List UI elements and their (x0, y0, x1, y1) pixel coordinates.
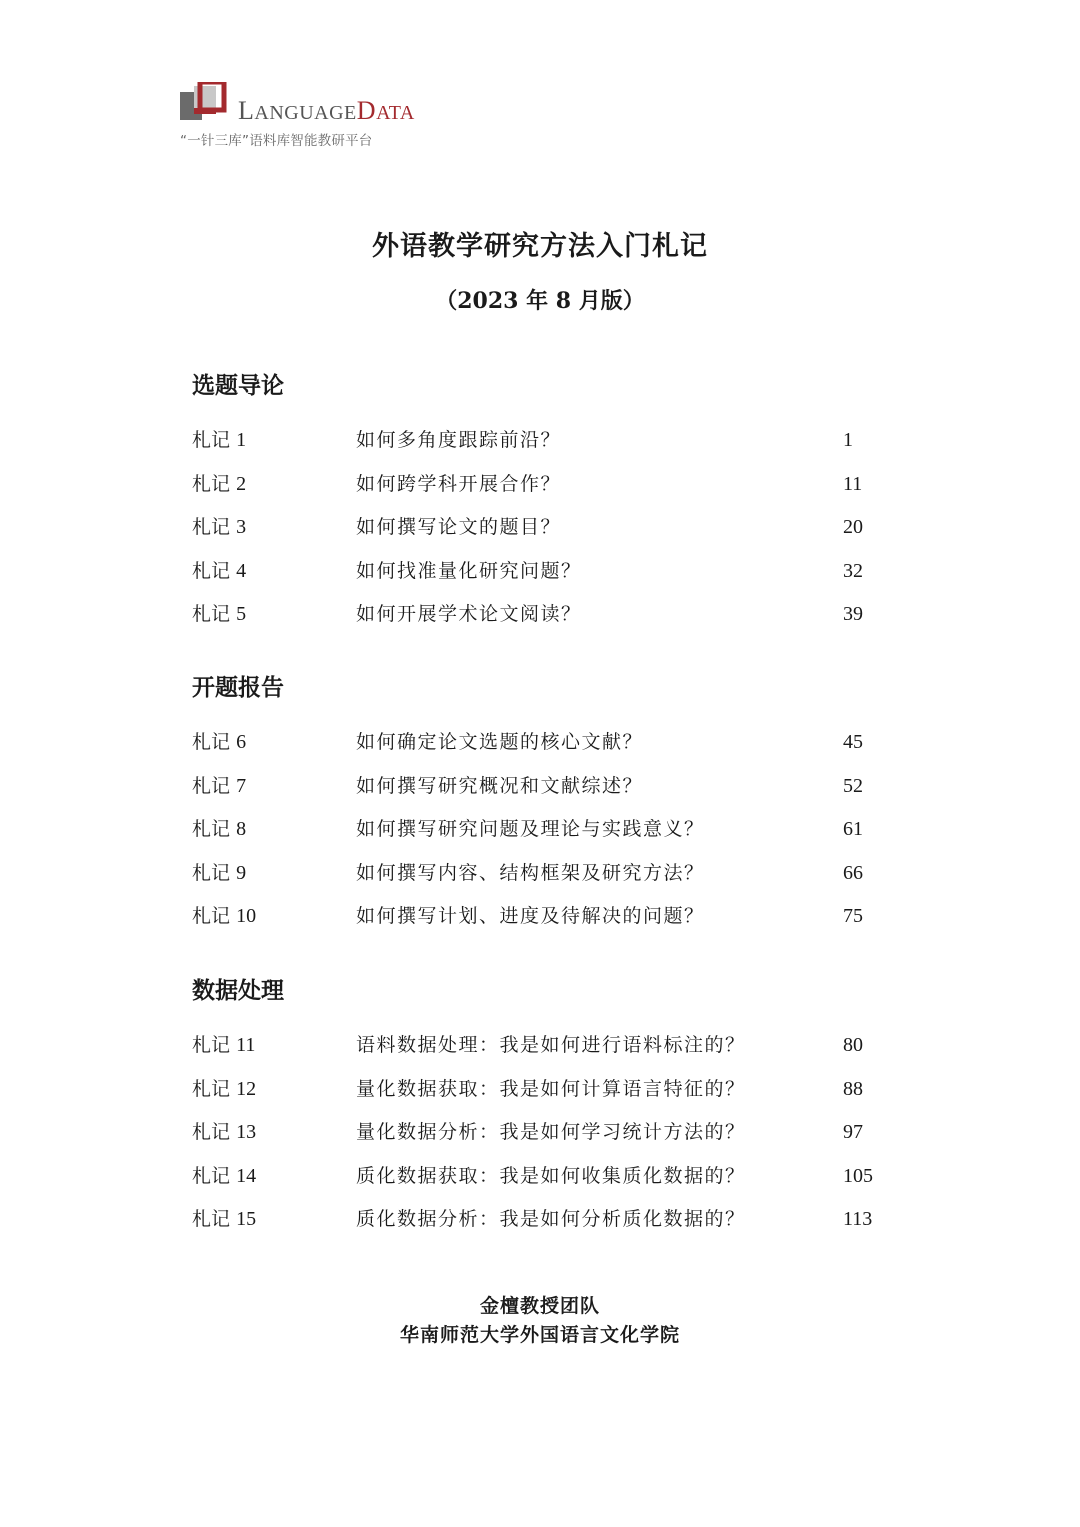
entry-label: 札记 9 (192, 861, 247, 884)
toc-entry[interactable] (192, 815, 892, 859)
entry-question: 质化数据分析：我是如何分析质化数据的？ (356, 1208, 746, 1230)
document-title: 外语教学研究方法入门札记 (372, 231, 708, 262)
entry-page-number: 113 (843, 1208, 873, 1230)
entry-page-number: 61 (843, 818, 863, 840)
entry-label: 札记 2 (192, 472, 247, 495)
entry-question: 量化数据获取：我是如何计算语言特征的？ (356, 1077, 746, 1100)
entry-label: 札记 6 (192, 731, 247, 753)
entry-question: 如何撰写论文的题目？ (356, 516, 562, 538)
logo-wordmark (238, 96, 415, 126)
entry-page-number: 11 (843, 472, 863, 495)
entry-label: 札记 15 (192, 1208, 257, 1230)
entry-question: 语料数据处理：我是如何进行语料标注的？ (356, 1034, 746, 1056)
language-data-logo-mark-icon (180, 82, 230, 122)
toc-entry[interactable] (192, 1075, 892, 1119)
author-affiliation: 华南师范大学外国语言文化学院 (399, 1324, 680, 1346)
toc-entry[interactable] (192, 728, 892, 772)
entry-label: 札记 3 (192, 516, 247, 538)
entry-question: 如何跨学科开展合作？ (356, 472, 562, 495)
entry-label: 札记 8 (192, 818, 247, 840)
logo-wordmark-anguage: ANGUAGE (254, 102, 357, 124)
toc-entry[interactable] (192, 426, 892, 470)
logo-mark-red-base (194, 108, 216, 114)
entry-page-number: 32 (843, 559, 863, 582)
entry-label: 札记 14 (192, 1164, 257, 1187)
entry-page-number: 75 (843, 905, 863, 927)
toc-entry[interactable] (192, 772, 892, 816)
entry-question: 如何多角度跟踪前沿？ (356, 429, 562, 451)
entry-question: 质化数据获取：我是如何收集质化数据的？ (356, 1164, 746, 1187)
entry-page-number: 80 (843, 1034, 863, 1056)
entry-question: 如何撰写内容、结构框架及研究方法？ (356, 861, 705, 884)
entry-label: 札记 11 (192, 1034, 256, 1056)
logo-wordmark-d: D (356, 96, 377, 125)
entry-question: 量化数据分析：我是如何学习统计方法的？ (356, 1121, 746, 1143)
entry-page-number: 45 (843, 731, 863, 753)
entry-question: 如何撰写研究概况和文献综述？ (356, 774, 644, 797)
entry-label: 札记 5 (192, 603, 247, 625)
entry-page-number: 39 (843, 603, 863, 625)
author-footer (0, 1292, 1080, 1350)
toc-entry[interactable] (192, 600, 892, 644)
toc-section-data-processing (192, 975, 892, 1249)
toc-entry[interactable] (192, 470, 892, 514)
logo-wordmark-l: L (238, 96, 255, 125)
entry-question: 如何撰写研究问题及理论与实践意义？ (356, 818, 705, 840)
toc-entry[interactable] (192, 902, 892, 946)
language-data-logo (180, 82, 440, 152)
toc-entry[interactable] (192, 1162, 892, 1206)
entry-page-number: 88 (843, 1077, 863, 1100)
entry-page-number: 97 (843, 1121, 863, 1143)
entry-question: 如何找准量化研究问题？ (356, 559, 582, 582)
author-team: 金檀教授团队 (479, 1295, 600, 1317)
toc-section-topic-selection (192, 370, 892, 644)
section-heading: 选题导论 (192, 373, 284, 399)
entry-page-number: 20 (843, 516, 863, 538)
entry-page-number: 52 (843, 774, 863, 797)
toc-entry[interactable] (192, 859, 892, 903)
toc-entry[interactable] (192, 1205, 892, 1249)
entry-label: 札记 13 (192, 1121, 257, 1143)
section-heading: 开题报告 (192, 675, 284, 701)
entry-label: 札记 12 (192, 1077, 257, 1100)
section-heading: 数据处理 (192, 978, 284, 1004)
entry-label: 札记 4 (192, 559, 247, 582)
entry-label: 札记 10 (192, 905, 257, 927)
entry-question: 如何确定论文选题的核心文献？ (356, 731, 644, 753)
toc-entry[interactable] (192, 557, 892, 601)
entry-page-number: 1 (843, 429, 853, 451)
entry-label: 札记 1 (192, 429, 247, 451)
entry-page-number: 66 (843, 861, 863, 884)
logo-wordmark-ata: ATA (376, 102, 415, 124)
entry-page-number: 105 (843, 1164, 873, 1187)
entry-question: 如何开展学术论文阅读？ (356, 603, 582, 625)
toc-entry[interactable] (192, 513, 892, 557)
document-edition: （2023 年 8 月版） (435, 288, 645, 314)
toc-entry[interactable] (192, 1118, 892, 1162)
entry-label: 札记 7 (192, 774, 247, 797)
toc-section-proposal-report (192, 672, 892, 946)
entry-question: 如何撰写计划、进度及待解决的问题？ (356, 905, 705, 927)
toc-entry[interactable] (192, 1031, 892, 1075)
logo-tagline: “一针三库”语料库智能教研平台 (180, 133, 373, 149)
